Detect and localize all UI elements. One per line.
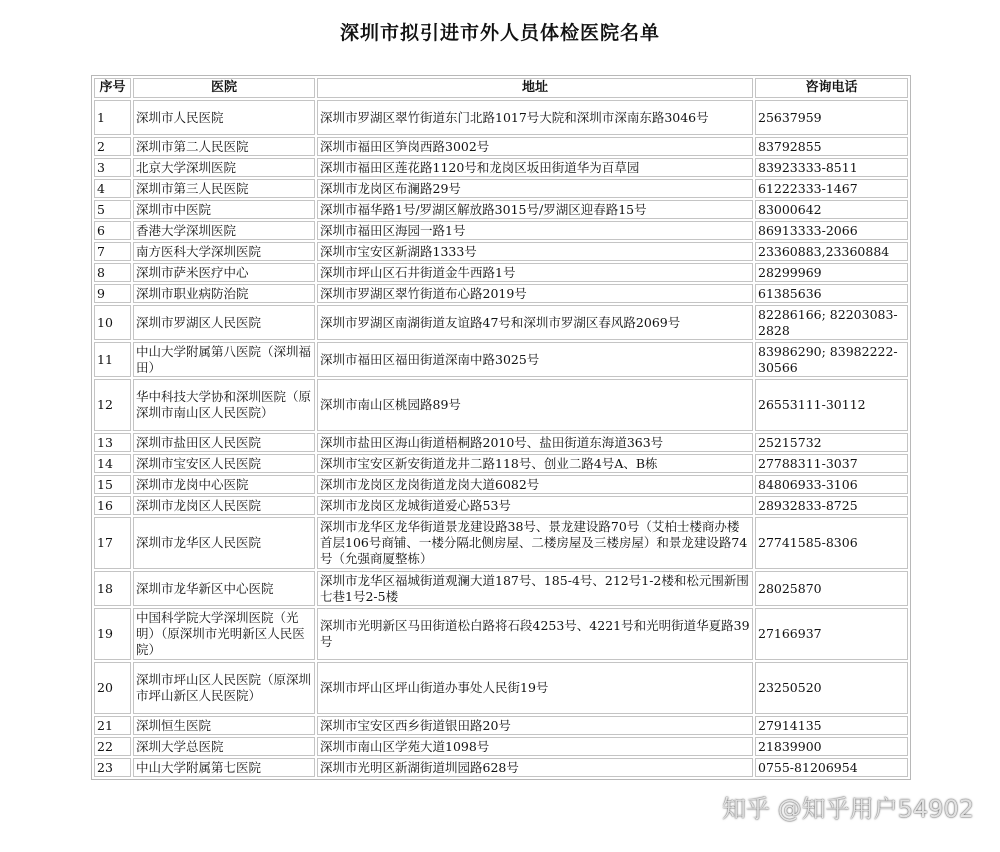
table-row	[94, 263, 908, 282]
hospital-phone: 61222333-1467	[755, 179, 908, 198]
hospital-address: 深圳市光明区新湖街道圳园路628号	[317, 758, 753, 777]
hospital-name: 深圳市第二人民医院	[133, 137, 315, 156]
row-number: 14	[94, 454, 131, 473]
hospital-name: 中山大学附属第七医院	[133, 758, 315, 777]
hospital-phone: 86913333-2066	[755, 221, 908, 240]
table-row	[94, 571, 908, 606]
row-number: 9	[94, 284, 131, 303]
table-row	[94, 475, 908, 494]
row-number: 3	[94, 158, 131, 177]
hospital-address: 深圳市宝安区新湖路1333号	[317, 242, 753, 261]
hospital-phone: 25215732	[755, 433, 908, 452]
row-number: 20	[94, 662, 131, 714]
table-row	[94, 517, 908, 569]
hospital-name: 深圳恒生医院	[133, 716, 315, 735]
row-number: 1	[94, 100, 131, 135]
hospital-name: 中国科学院大学深圳医院（光明）（原深圳市光明新区人民医院）	[133, 608, 315, 660]
hospital-address: 深圳市福华路1号/罗湖区解放路3015号/罗湖区迎春路15号	[317, 200, 753, 219]
hospital-name: 深圳市龙岗中心医院	[133, 475, 315, 494]
hospital-address: 深圳市福田区海园一路1号	[317, 221, 753, 240]
hospital-phone: 28299969	[755, 263, 908, 282]
hospital-phone: 82286166; 82203083-2828	[755, 305, 908, 340]
hospital-phone: 27788311-3037	[755, 454, 908, 473]
hospital-phone: 21839900	[755, 737, 908, 756]
row-number: 12	[94, 379, 131, 431]
row-number: 4	[94, 179, 131, 198]
table-row	[94, 454, 908, 473]
table-row	[94, 242, 908, 261]
row-number: 18	[94, 571, 131, 606]
hospital-phone: 23250520	[755, 662, 908, 714]
hospital-name: 深圳市宝安区人民医院	[133, 454, 315, 473]
row-number: 19	[94, 608, 131, 660]
table-header-row	[94, 78, 908, 98]
row-number: 13	[94, 433, 131, 452]
hospital-address: 深圳市罗湖区翠竹街道东门北路1017号大院和深圳市深南东路3046号	[317, 100, 753, 135]
row-number: 5	[94, 200, 131, 219]
row-number: 7	[94, 242, 131, 261]
hospital-name: 中山大学附属第八医院（深圳福田）	[133, 342, 315, 377]
hospital-name: 深圳市人民医院	[133, 100, 315, 135]
hospital-address: 深圳市宝安区新安街道龙井二路118号、创业二路4号A、B栋	[317, 454, 753, 473]
table-row	[94, 342, 908, 377]
hospital-address: 深圳市坪山区坪山街道办事处人民街19号	[317, 662, 753, 714]
hospital-name: 华中科技大学协和深圳医院（原深圳市南山区人民医院）	[133, 379, 315, 431]
table-row	[94, 100, 908, 135]
hospital-phone: 27166937	[755, 608, 908, 660]
table-row	[94, 716, 908, 735]
hospital-name: 香港大学深圳医院	[133, 221, 315, 240]
hospital-phone: 23360883,23360884	[755, 242, 908, 261]
table-row	[94, 200, 908, 219]
header-address: 地址	[317, 78, 753, 98]
hospital-phone: 26553111-30112	[755, 379, 908, 431]
hospital-phone: 83000642	[755, 200, 908, 219]
table-row	[94, 305, 908, 340]
hospital-phone: 0755-81206954	[755, 758, 908, 777]
hospital-address: 深圳市坪山区石井街道金牛西路1号	[317, 263, 753, 282]
table-row	[94, 608, 908, 660]
hospital-name: 深圳大学总医院	[133, 737, 315, 756]
table-row	[94, 158, 908, 177]
hospital-phone: 25637959	[755, 100, 908, 135]
hospital-name: 深圳市龙华区人民医院	[133, 517, 315, 569]
row-number: 8	[94, 263, 131, 282]
watermark-text: 知乎 @知乎用户54902	[722, 795, 974, 823]
hospital-phone: 84806933-3106	[755, 475, 908, 494]
row-number: 10	[94, 305, 131, 340]
hospital-name: 深圳市盐田区人民医院	[133, 433, 315, 452]
row-number: 23	[94, 758, 131, 777]
row-number: 15	[94, 475, 131, 494]
hospital-name: 深圳市坪山区人民医院（原深圳市坪山新区人民医院）	[133, 662, 315, 714]
hospital-address: 深圳市龙岗区龙岗街道龙岗大道6082号	[317, 475, 753, 494]
hospital-phone: 83986290; 83982222-30566	[755, 342, 908, 377]
table-row	[94, 433, 908, 452]
hospital-table	[91, 75, 911, 780]
hospital-address: 深圳市罗湖区翠竹街道布心路2019号	[317, 284, 753, 303]
row-number: 17	[94, 517, 131, 569]
hospital-phone: 61385636	[755, 284, 908, 303]
hospital-address: 深圳市福田区笋岗西路3002号	[317, 137, 753, 156]
hospital-name: 深圳市罗湖区人民医院	[133, 305, 315, 340]
hospital-address: 深圳市福田区福田街道深南中路3025号	[317, 342, 753, 377]
table-row	[94, 284, 908, 303]
table-row	[94, 179, 908, 198]
hospital-address: 深圳市罗湖区南湖街道友谊路47号和深圳市罗湖区春风路2069号	[317, 305, 753, 340]
hospital-address: 深圳市龙华区龙华街道景龙建设路38号、景龙建设路70号（艾柏士楼商办楼首层106号商铺、一楼分隔北侧房屋、二楼房屋及三楼房屋）和景龙建设路74号（允强商厦整栋）	[317, 517, 753, 569]
hospital-name: 深圳市龙岗区人民医院	[133, 496, 315, 515]
hospital-address: 深圳市龙华区福城街道观澜大道187号、185-4号、212号1-2楼和松元围新围七巷1号2-5楼	[317, 571, 753, 606]
table-row	[94, 662, 908, 714]
hospital-address: 深圳市龙岗区布澜路29号	[317, 179, 753, 198]
hospital-phone: 28025870	[755, 571, 908, 606]
hospital-address: 深圳市盐田区海山街道梧桐路2010号、盐田街道东海道363号	[317, 433, 753, 452]
table-row	[94, 221, 908, 240]
row-number: 22	[94, 737, 131, 756]
hospital-name: 南方医科大学深圳医院	[133, 242, 315, 261]
hospital-name: 北京大学深圳医院	[133, 158, 315, 177]
hospital-phone: 83923333-8511	[755, 158, 908, 177]
hospital-name: 深圳市中医院	[133, 200, 315, 219]
hospital-address: 深圳市南山区学苑大道1098号	[317, 737, 753, 756]
table-row	[94, 758, 908, 777]
hospital-phone: 28932833-8725	[755, 496, 908, 515]
hospital-name: 深圳市龙华新区中心医院	[133, 571, 315, 606]
page-title: 深圳市拟引进市外人员体检医院名单	[339, 22, 660, 44]
hospital-address: 深圳市福田区莲花路1120号和龙岗区坂田街道华为百草园	[317, 158, 753, 177]
hospital-phone: 83792855	[755, 137, 908, 156]
hospital-phone: 27914135	[755, 716, 908, 735]
row-number: 21	[94, 716, 131, 735]
table-row	[94, 379, 908, 431]
table-row	[94, 737, 908, 756]
row-number: 11	[94, 342, 131, 377]
table-row	[94, 496, 908, 515]
hospital-name: 深圳市萨米医疗中心	[133, 263, 315, 282]
header-hospital: 医院	[133, 78, 315, 98]
row-number: 2	[94, 137, 131, 156]
table-row	[94, 137, 908, 156]
hospital-address: 深圳市宝安区西乡街道银田路20号	[317, 716, 753, 735]
hospital-address: 深圳市光明新区马田街道松白路将石段4253号、4221号和光明街道华夏路39号	[317, 608, 753, 660]
hospital-address: 深圳市南山区桃园路89号	[317, 379, 753, 431]
hospital-address: 深圳市龙岗区龙城街道爱心路53号	[317, 496, 753, 515]
row-number: 6	[94, 221, 131, 240]
header-no: 序号	[94, 78, 131, 98]
hospital-name: 深圳市职业病防治院	[133, 284, 315, 303]
hospital-name: 深圳市第三人民医院	[133, 179, 315, 198]
row-number: 16	[94, 496, 131, 515]
hospital-phone: 27741585-8306	[755, 517, 908, 569]
header-phone: 咨询电话	[755, 78, 908, 98]
